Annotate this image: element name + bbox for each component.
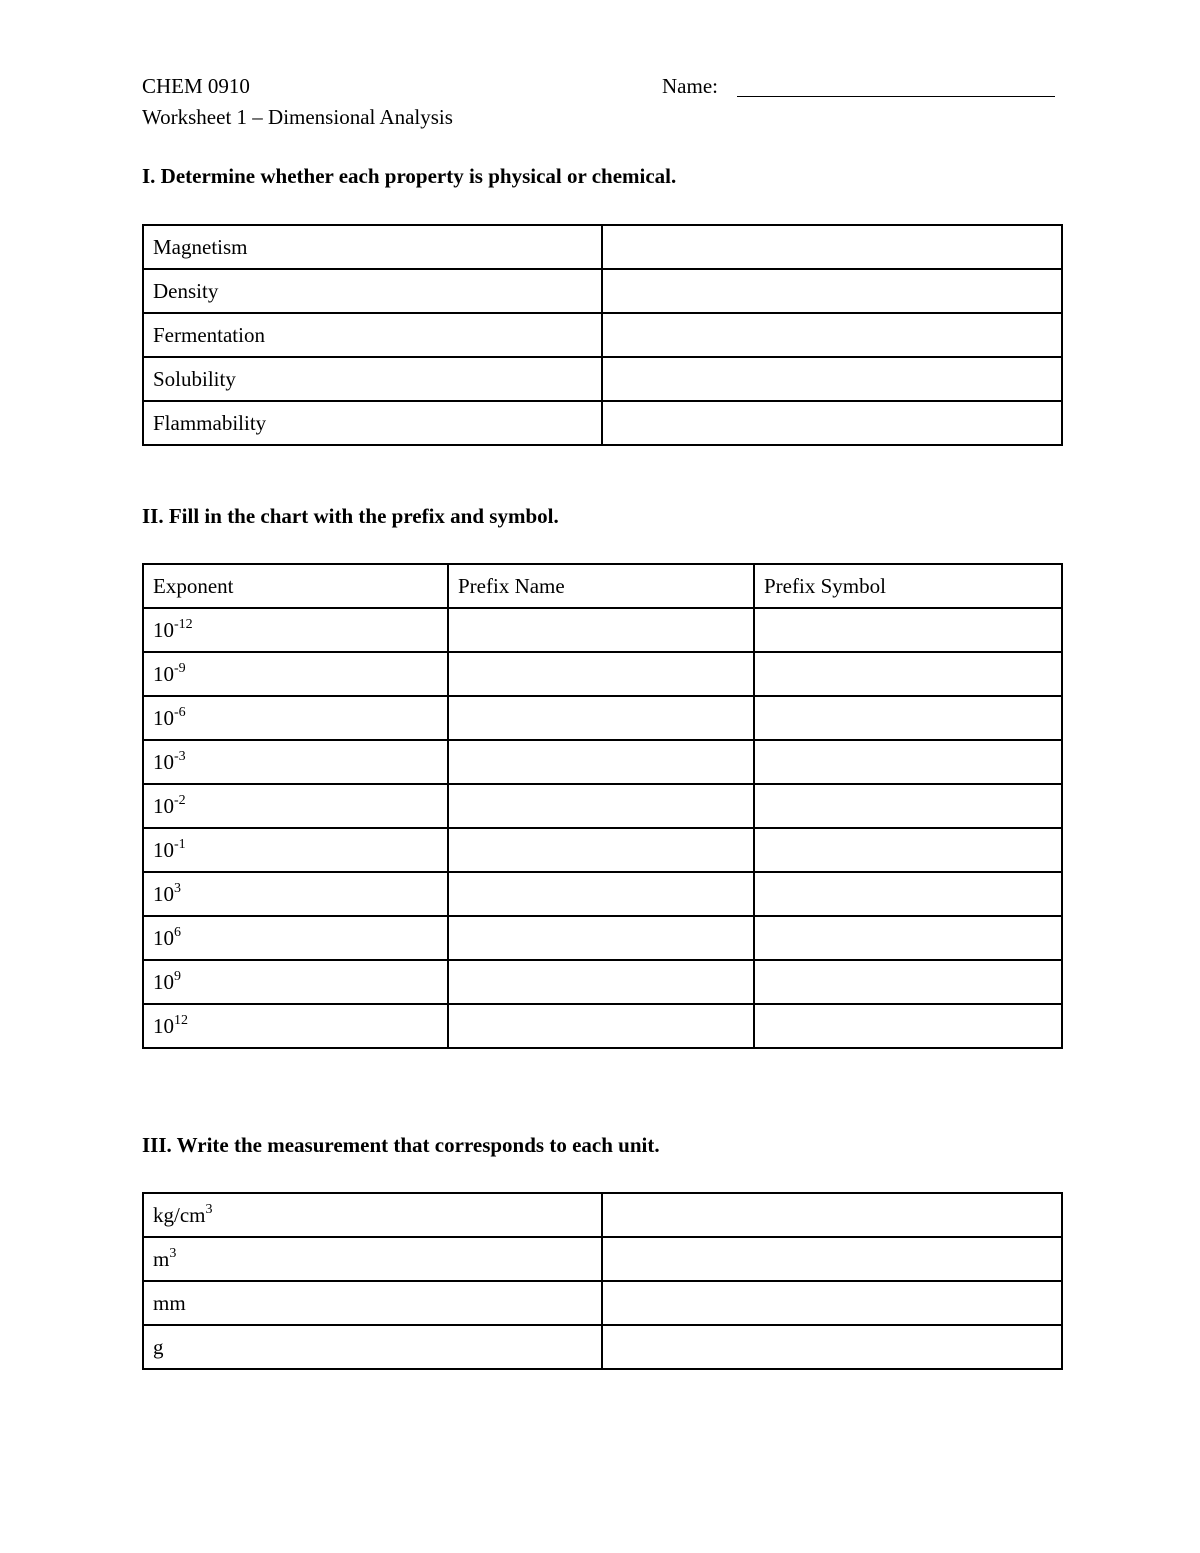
prefix-symbol-answer-cell[interactable] — [754, 784, 1062, 828]
table-row — [143, 1004, 1062, 1048]
answer-cell[interactable] — [602, 225, 1062, 269]
table-row — [143, 916, 1062, 960]
prefix-name-answer-cell[interactable] — [448, 916, 754, 960]
property-cell: Solubility — [143, 357, 602, 401]
exponent-power: 3 — [174, 880, 181, 896]
property-cell: Magnetism — [143, 225, 602, 269]
table-header-row — [143, 564, 1062, 608]
worksheet-title: Worksheet 1 – Dimensional Analysis — [142, 105, 453, 129]
property-cell: Flammability — [143, 401, 602, 445]
measurement-answer-cell[interactable] — [602, 1281, 1062, 1325]
exponent-cell — [143, 652, 448, 696]
prefix-name-answer-cell[interactable] — [448, 608, 754, 652]
prefix-symbol-answer-cell[interactable] — [754, 652, 1062, 696]
exponent-power: -1 — [174, 836, 186, 852]
exponent-base: 10 — [153, 793, 174, 818]
course-code: CHEM 0910 — [142, 74, 250, 98]
exponent-power: 6 — [174, 924, 181, 940]
exponent-cell — [143, 696, 448, 740]
prefix-symbol-answer-cell[interactable] — [754, 828, 1062, 872]
property-cell: Density — [143, 269, 602, 313]
exponent-base: 10 — [153, 1013, 174, 1038]
exponent-power: -3 — [174, 748, 186, 764]
exponent-cell — [143, 828, 448, 872]
exponent-power: -9 — [174, 660, 186, 676]
name-label: Name: — [662, 74, 718, 98]
section-3-heading: III. Write the measurement that corresponds to each unit. — [142, 1133, 660, 1157]
measurement-answer-cell[interactable] — [602, 1237, 1062, 1281]
property-cell: Fermentation — [143, 313, 602, 357]
answer-cell[interactable] — [602, 269, 1062, 313]
unit-text: mm — [153, 1290, 186, 1315]
table-row — [143, 784, 1062, 828]
section-2-heading: II. Fill in the chart with the prefix and symbol. — [142, 504, 559, 528]
table-row — [143, 652, 1062, 696]
prefix-name-answer-cell[interactable] — [448, 872, 754, 916]
prefix-symbol-answer-cell[interactable] — [754, 872, 1062, 916]
exponent-power: -6 — [174, 704, 186, 720]
unit-text: m — [153, 1246, 170, 1271]
column-header-prefix-symbol: Prefix Symbol — [754, 564, 1062, 608]
exponent-base: 10 — [153, 925, 174, 950]
exponent-cell — [143, 916, 448, 960]
exponent-cell — [143, 784, 448, 828]
exponent-base: 10 — [153, 749, 174, 774]
exponent-cell — [143, 740, 448, 784]
exponent-cell — [143, 960, 448, 1004]
table-row — [143, 401, 1062, 445]
prefix-symbol-answer-cell[interactable] — [754, 740, 1062, 784]
exponent-cell — [143, 608, 448, 652]
unit-text: kg/cm — [153, 1202, 206, 1227]
prefix-symbol-answer-cell[interactable] — [754, 608, 1062, 652]
table-row — [143, 357, 1062, 401]
exponent-cell — [143, 872, 448, 916]
unit-cell — [143, 1325, 602, 1369]
prefix-table — [142, 563, 1063, 1049]
table-row — [143, 872, 1062, 916]
unit-text: g — [153, 1334, 164, 1359]
table-row — [143, 960, 1062, 1004]
prefix-name-answer-cell[interactable] — [448, 652, 754, 696]
measurement-answer-cell[interactable] — [602, 1325, 1062, 1369]
exponent-power: -12 — [174, 616, 193, 632]
prefix-name-answer-cell[interactable] — [448, 828, 754, 872]
exponent-base: 10 — [153, 617, 174, 642]
answer-cell[interactable] — [602, 401, 1062, 445]
prefix-name-answer-cell[interactable] — [448, 1004, 754, 1048]
table-row — [143, 1237, 1062, 1281]
answer-cell[interactable] — [602, 313, 1062, 357]
unit-table — [142, 1192, 1063, 1370]
answer-cell[interactable] — [602, 357, 1062, 401]
table-row — [143, 1193, 1062, 1237]
table-row — [143, 696, 1062, 740]
measurement-answer-cell[interactable] — [602, 1193, 1062, 1237]
exponent-power: -2 — [174, 792, 186, 808]
table-row — [143, 828, 1062, 872]
column-header-exponent: Exponent — [143, 564, 448, 608]
unit-cell — [143, 1193, 602, 1237]
exponent-base: 10 — [153, 705, 174, 730]
exponent-power: 9 — [174, 968, 181, 984]
table-row — [143, 269, 1062, 313]
prefix-name-answer-cell[interactable] — [448, 960, 754, 1004]
table-row — [143, 608, 1062, 652]
prefix-name-answer-cell[interactable] — [448, 784, 754, 828]
prefix-symbol-answer-cell[interactable] — [754, 916, 1062, 960]
table-row — [143, 740, 1062, 784]
exponent-base: 10 — [153, 837, 174, 862]
table-row — [143, 1325, 1062, 1369]
prefix-name-answer-cell[interactable] — [448, 696, 754, 740]
prefix-name-answer-cell[interactable] — [448, 740, 754, 784]
exponent-power: 12 — [174, 1012, 188, 1028]
exponent-base: 10 — [153, 881, 174, 906]
prefix-symbol-answer-cell[interactable] — [754, 696, 1062, 740]
table-row — [143, 313, 1062, 357]
exponent-base: 10 — [153, 661, 174, 686]
unit-cell — [143, 1237, 602, 1281]
table-row — [143, 225, 1062, 269]
unit-cell — [143, 1281, 602, 1325]
table-row — [143, 1281, 1062, 1325]
exponent-base: 10 — [153, 969, 174, 994]
unit-superscript: 3 — [205, 1201, 213, 1217]
property-table — [142, 224, 1063, 446]
name-blank-line[interactable] — [737, 96, 1055, 97]
exponent-cell — [143, 1004, 448, 1048]
section-1-heading: I. Determine whether each property is physical or chemical. — [142, 164, 677, 188]
prefix-symbol-answer-cell[interactable] — [754, 1004, 1062, 1048]
column-header-prefix-name: Prefix Name — [448, 564, 754, 608]
unit-superscript: 3 — [169, 1245, 177, 1261]
prefix-symbol-answer-cell[interactable] — [754, 960, 1062, 1004]
